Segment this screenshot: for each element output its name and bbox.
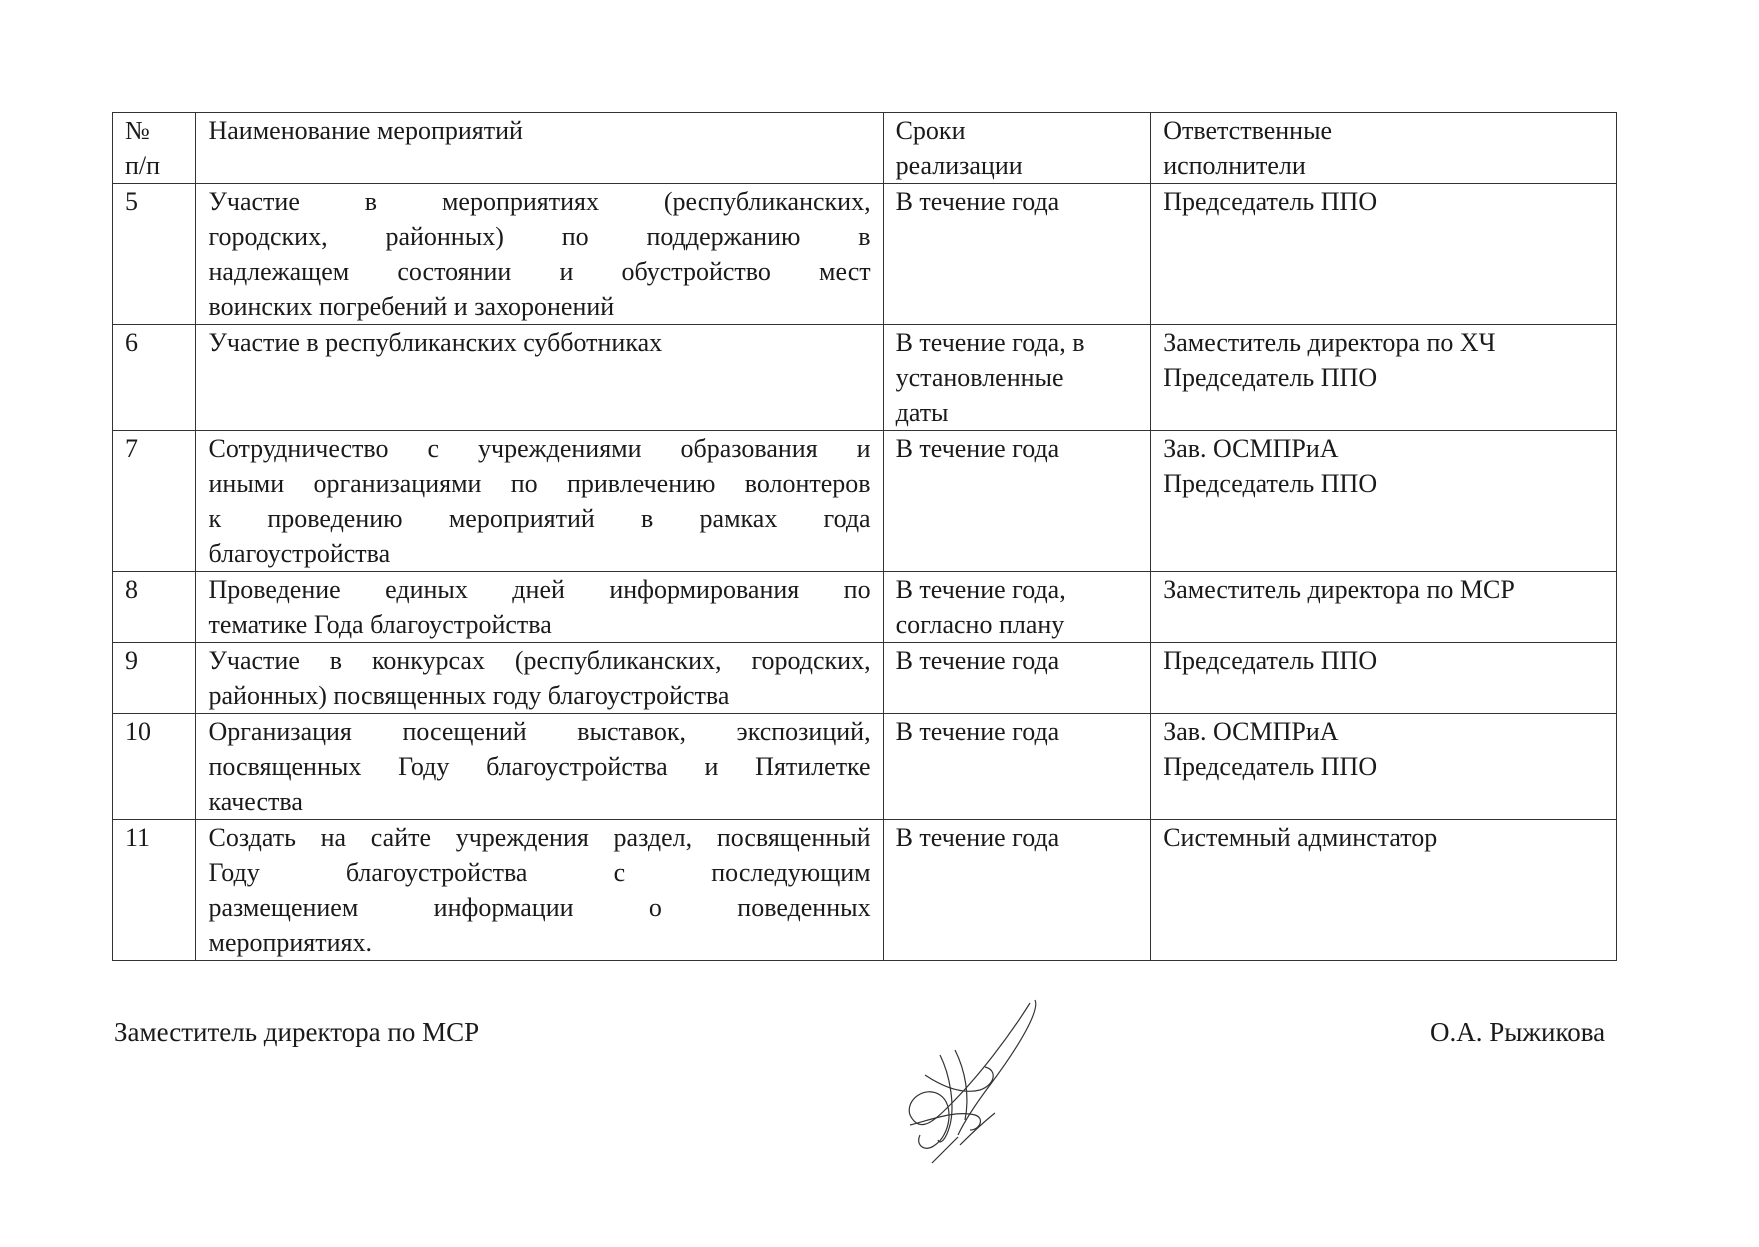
signer-name: О.А. Рыжикова: [1430, 1017, 1606, 1047]
event-name-line: Участие в республиканских субботниках: [208, 328, 663, 357]
event-name-line: тематике Года благоустройства: [208, 610, 552, 639]
event-term-line: В течение года: [895, 434, 1060, 463]
event-responsible-line: Системный админстатор: [1163, 823, 1438, 852]
header-name: Наименование мероприятий: [196, 113, 883, 184]
event-name: [196, 714, 883, 820]
row-number: 7: [113, 431, 196, 572]
event-responsible-line: Председатель ППО: [1163, 646, 1378, 675]
event-term: [883, 714, 1151, 820]
table-row: [113, 643, 1617, 714]
event-name-line: районных) посвященных году благоустройства: [208, 681, 730, 710]
event-name: [196, 820, 883, 961]
row-number: 9: [113, 643, 196, 714]
event-name: [196, 643, 883, 714]
event-name-line: городских, районных) по поддержанию в: [208, 222, 871, 251]
event-term-line: В течение года: [895, 187, 1060, 216]
event-term: [883, 184, 1151, 325]
table-header-row: [113, 113, 1617, 184]
event-name-line: благоустройства: [208, 539, 391, 568]
event-responsible: [1151, 643, 1617, 714]
table-row: [113, 714, 1617, 820]
header-num: № п/п: [113, 113, 196, 184]
event-name-line: Участие в конкурсах (республиканских, городских,: [208, 646, 871, 675]
event-name-line: посвященных Году благоустройства и Пятилетке: [208, 752, 871, 781]
event-name: [196, 431, 883, 572]
event-term: [883, 572, 1151, 643]
event-term-line: В течение года, в: [895, 328, 1085, 357]
table-row: [113, 431, 1617, 572]
event-term-line: В течение года: [895, 717, 1060, 746]
event-name-line: к проведению мероприятий в рамках года: [208, 504, 871, 533]
signature-icon: [880, 995, 1080, 1165]
event-responsible-line: Председатель ППО: [1163, 469, 1378, 498]
event-name-line: надлежащем состоянии и обустройство мест: [208, 257, 871, 286]
event-responsible-line: Заместитель директора по ХЧ: [1163, 328, 1496, 357]
event-responsible-line: Председатель ППО: [1163, 363, 1378, 392]
event-responsible-line: Председатель ППО: [1163, 187, 1378, 216]
event-name-line: Сотрудничество с учреждениями образования и: [208, 434, 871, 463]
table-body: [113, 184, 1617, 961]
event-responsible: [1151, 572, 1617, 643]
events-table: [112, 112, 1617, 961]
event-name-line: Создать на сайте учреждения раздел, посвященный: [208, 823, 871, 852]
table-row: [113, 184, 1617, 325]
signer-position: Заместитель директора по МСР: [114, 1017, 480, 1047]
event-term-line: согласно плану: [895, 610, 1065, 639]
event-name-line: иными организациями по привлечению волонтеров: [208, 469, 871, 498]
row-number: 8: [113, 572, 196, 643]
event-term-line: В течение года: [895, 646, 1060, 675]
event-term: [883, 820, 1151, 961]
event-name-line: размещением информации о поведенных: [208, 893, 871, 922]
event-term: [883, 325, 1151, 431]
event-name: [196, 325, 883, 431]
event-term: [883, 431, 1151, 572]
event-term-line: установленные: [895, 363, 1064, 392]
event-responsible: [1151, 325, 1617, 431]
event-responsible: [1151, 820, 1617, 961]
event-name: [196, 572, 883, 643]
event-term-line: В течение года: [895, 823, 1060, 852]
event-name-line: Году благоустройства с последующим: [208, 858, 871, 887]
event-responsible-line: Зав. ОСМПРиА: [1163, 717, 1339, 746]
event-term-line: даты: [895, 398, 949, 427]
event-term-line: В течение года,: [895, 575, 1066, 604]
event-name-line: Участие в мероприятиях (республиканских,: [208, 187, 871, 216]
event-responsible-line: Заместитель директора по МСР: [1163, 575, 1515, 604]
table-row: [113, 325, 1617, 431]
event-name-line: мероприятиях.: [208, 928, 372, 957]
table-row: [113, 572, 1617, 643]
event-responsible-line: Председатель ППО: [1163, 752, 1378, 781]
event-term: [883, 643, 1151, 714]
event-name-line: Проведение единых дней информирования по: [208, 575, 871, 604]
row-number: 6: [113, 325, 196, 431]
event-responsible: [1151, 431, 1617, 572]
header-responsible: Ответственные исполнители: [1151, 113, 1617, 184]
event-name-line: Организация посещений выставок, экспозиций,: [208, 717, 871, 746]
table-row: [113, 820, 1617, 961]
row-number: 11: [113, 820, 196, 961]
event-name-line: воинских погребений и захоронений: [208, 292, 615, 321]
event-name: [196, 184, 883, 325]
header-term: Сроки реализации: [883, 113, 1151, 184]
row-number: 5: [113, 184, 196, 325]
row-number: 10: [113, 714, 196, 820]
event-responsible: [1151, 184, 1617, 325]
event-responsible: [1151, 714, 1617, 820]
event-name-line: качества: [208, 787, 303, 816]
event-responsible-line: Зав. ОСМПРиА: [1163, 434, 1339, 463]
